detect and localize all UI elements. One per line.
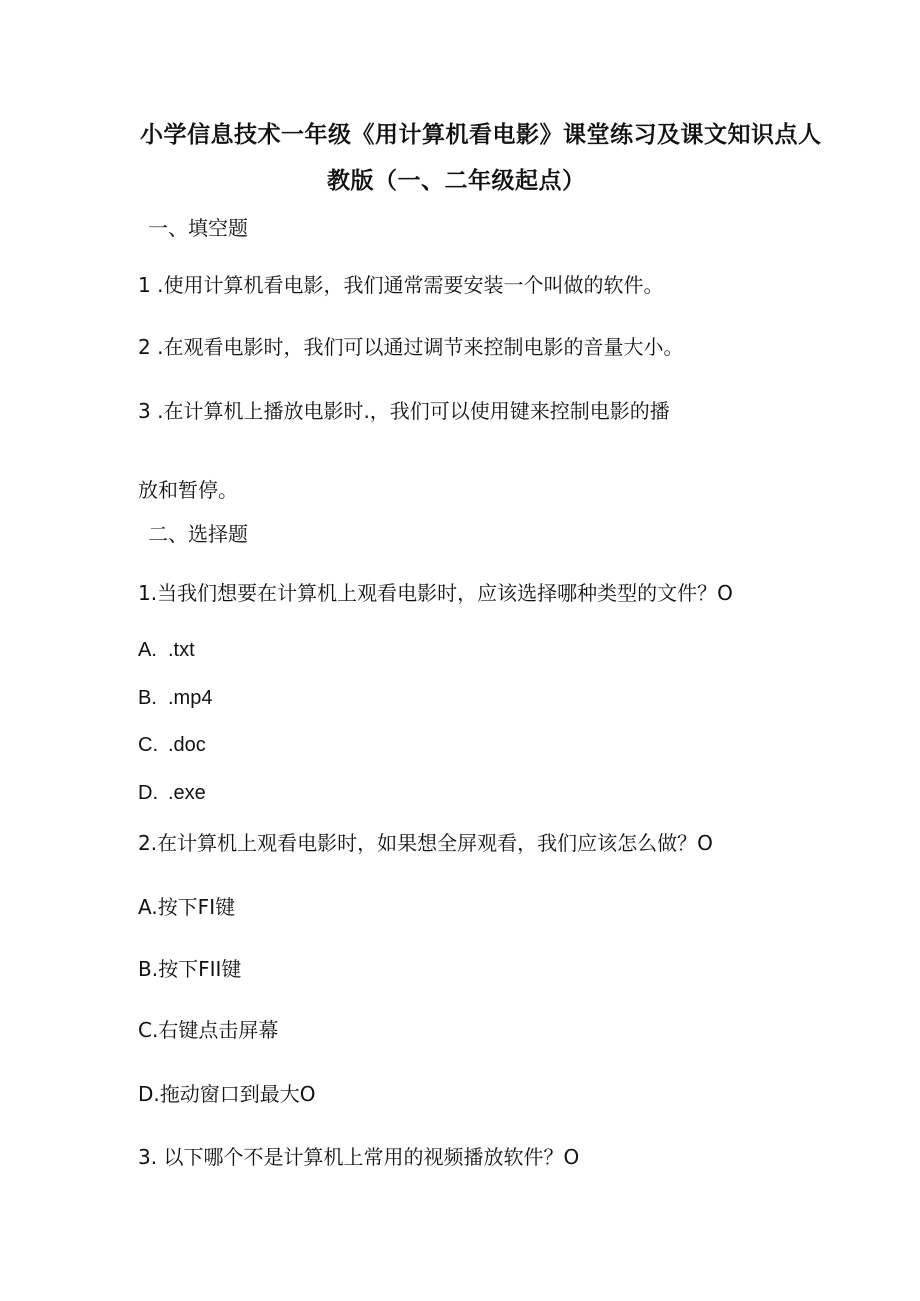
option-letter: C. <box>138 734 158 756</box>
option-letter: B. <box>138 687 157 709</box>
choice-1-option-b <box>138 684 212 712</box>
option-text: .txt <box>168 639 195 661</box>
choice-1-option-c <box>138 731 206 759</box>
choice-2-option-d: D.拖动窗口到最大O <box>138 1082 316 1106</box>
option-text: .exe <box>168 782 206 804</box>
choice-question-3: 3. 以下哪个不是计算机上常用的视频播放软件？O <box>138 1145 580 1169</box>
choice-2-option-a: A.按下FI键 <box>138 895 236 919</box>
section-heading-choice: 二、选择题 <box>148 522 248 546</box>
fill-question-2: 2 .在观看电影时，我们可以通过调节来控制电影的音量大小。 <box>138 335 684 359</box>
choice-1-option-a <box>138 636 195 664</box>
choice-2-option-b: B.按下FII键 <box>138 957 242 981</box>
choice-question-2: 2.在计算机上观看电影时，如果想全屏观看，我们应该怎么做？O <box>138 831 713 855</box>
option-text: .mp4 <box>168 687 213 709</box>
title-line-2: 教版（一、二年级起点） <box>327 168 586 194</box>
option-letter: A. <box>138 639 157 661</box>
title-line-1: 小学信息技术一年级《用计算机看电影》课堂练习及课文知识点人 <box>140 122 822 148</box>
section-heading-fill-in: 一、填空题 <box>148 216 248 240</box>
choice-question-1: 1.当我们想要在计算机上观看电影时，应该选择哪种类型的文件？O <box>138 581 733 605</box>
choice-1-option-d <box>138 779 206 807</box>
fill-question-3-line-2: 放和暂停。 <box>138 478 238 502</box>
option-letter: D. <box>138 782 158 804</box>
fill-question-1: 1 .使用计算机看电影，我们通常需要安装一个叫做的软件。 <box>138 273 664 297</box>
choice-2-option-c: C.右键点击屏幕 <box>138 1018 279 1042</box>
option-text: .doc <box>168 734 206 756</box>
fill-question-3-line-1: 3 .在计算机上播放电影时.，我们可以使用键来控制电影的播 <box>138 399 670 423</box>
